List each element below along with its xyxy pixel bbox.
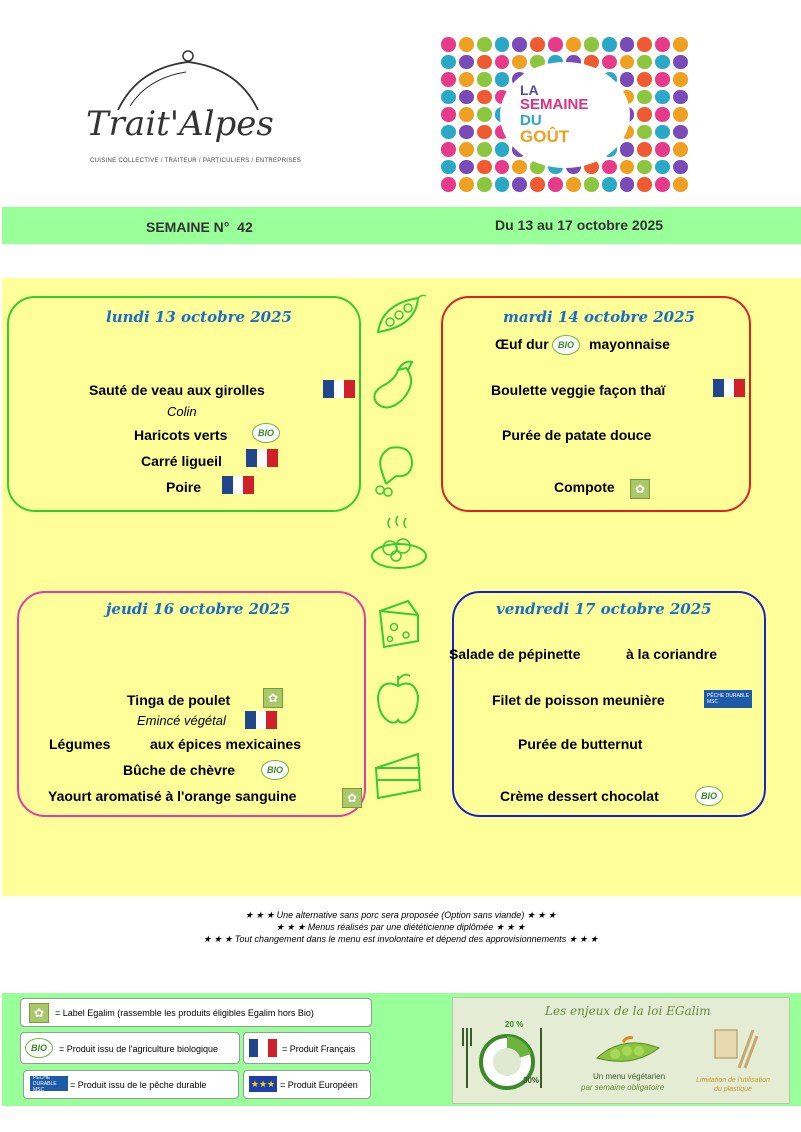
emoji-dot xyxy=(655,72,670,87)
emoji-dot xyxy=(441,177,456,192)
bio-label-icon: BIO xyxy=(695,786,723,806)
emoji-dot xyxy=(637,107,652,122)
emoji-dot xyxy=(637,72,652,87)
emoji-dot xyxy=(441,125,456,140)
emoji-dot xyxy=(477,107,492,122)
legend-bio xyxy=(20,1032,240,1064)
emoji-dot xyxy=(495,142,510,157)
emoji-dot xyxy=(477,160,492,175)
msc-label-icon: PÊCHE DURABLE MSC xyxy=(704,690,752,708)
thursday-dish-dessert: Yaourt aromatisé à l'orange sanguine xyxy=(48,788,297,804)
monday-alternative: Colin xyxy=(167,404,197,419)
emoji-dot xyxy=(495,160,510,175)
thursday-dish-side: Légumes xyxy=(49,736,111,752)
gout-line-3: DU xyxy=(520,112,542,129)
emoji-dot xyxy=(512,177,527,192)
emoji-dot xyxy=(673,160,688,175)
friday-dish-starter: Salade de pépinette xyxy=(449,646,581,662)
emoji-dot xyxy=(459,177,474,192)
emoji-dot xyxy=(512,160,527,175)
emoji-dot xyxy=(477,55,492,70)
emoji-dot xyxy=(566,177,581,192)
emoji-dot xyxy=(477,37,492,52)
emoji-dot xyxy=(441,90,456,105)
tuesday-dish-side: Purée de patate douce xyxy=(502,427,652,443)
semaine-du-gout-logo xyxy=(440,36,690,194)
emoji-dot xyxy=(655,125,670,140)
tuesday-dish-dessert: Compote xyxy=(554,479,615,495)
legend-egalim xyxy=(20,998,372,1027)
emoji-dot xyxy=(637,90,652,105)
thursday-dish-main: Tinga de poulet xyxy=(127,692,231,708)
emoji-dot xyxy=(495,177,510,192)
emoji-dot xyxy=(459,37,474,52)
tuesday-title: mardi 14 octobre 2025 xyxy=(503,308,695,326)
emoji-dot xyxy=(441,72,456,87)
emoji-dot xyxy=(459,107,474,122)
emoji-dot xyxy=(655,55,670,70)
emoji-dot xyxy=(655,142,670,157)
egalim-label-icon: ✿ xyxy=(263,688,283,708)
friday-dish-main: Filet de poisson meunière xyxy=(492,692,665,708)
emoji-dot xyxy=(655,90,670,105)
pasta-plate-icon xyxy=(368,514,430,572)
egalim-label-icon: ✿ xyxy=(342,788,362,808)
bio-label-icon: BIO xyxy=(25,1038,53,1058)
legend-fr xyxy=(243,1032,371,1064)
emoji-dot xyxy=(655,177,670,192)
thursday-dish-side-2: aux épices mexicaines xyxy=(150,736,301,752)
emoji-dot xyxy=(655,107,670,122)
monday-title: lundi 13 octobre 2025 xyxy=(106,308,292,326)
peapod-icon xyxy=(372,292,428,338)
legend-bio-text: = Produit issu de l'agriculture biologique xyxy=(59,1044,219,1054)
emoji-dot xyxy=(566,37,581,52)
eu-flag-icon: ★★★ xyxy=(249,1076,277,1092)
emoji-dot xyxy=(620,142,635,157)
legend-eu xyxy=(243,1070,371,1099)
legend-egalim-text: = Label Egalim (rassemble les produits éligibles Egalim hors Bio) xyxy=(55,1008,314,1018)
note-pork-alternative: ★ ★ ★ Une alternative sans porc sera proposée (Option sans viande) ★ ★ ★ xyxy=(244,910,557,920)
bio-label-icon: BIO xyxy=(552,335,580,355)
emoji-dot xyxy=(673,107,688,122)
flag-fr-icon xyxy=(249,1039,277,1057)
emoji-dot xyxy=(477,125,492,140)
legend-msc-text: = Produit issu de le pêche durable xyxy=(70,1080,207,1090)
legend-fr-text: = Produit Français xyxy=(282,1044,356,1054)
drumstick-icon xyxy=(368,440,418,498)
flag-fr-icon xyxy=(323,380,355,398)
egalim-panel-title: Les enjeux de la loi EGalim xyxy=(545,1004,711,1018)
thursday-title: jeudi 16 octobre 2025 xyxy=(106,600,291,618)
emoji-dot xyxy=(548,37,563,52)
emoji-dot xyxy=(673,55,688,70)
friday-dish-side: Purée de butternut xyxy=(518,736,643,752)
emoji-dot xyxy=(602,177,617,192)
emoji-dot xyxy=(459,125,474,140)
gout-line-1: LA xyxy=(520,82,539,98)
legend-eu-text: = Produit Européen xyxy=(280,1080,358,1090)
emoji-dot xyxy=(441,142,456,157)
emoji-dot xyxy=(459,160,474,175)
flag-fr-icon xyxy=(713,379,745,397)
apple-icon xyxy=(372,670,424,728)
emoji-dot xyxy=(459,90,474,105)
cheese-icon xyxy=(374,597,424,651)
monday-dish-side: Haricots verts xyxy=(134,427,228,443)
logo-title: Trait'Alpes xyxy=(86,104,274,144)
tuesday-dish-main: Boulette veggie façon thaï xyxy=(491,382,666,398)
note-dietitian: ★ ★ ★ Menus réalisés par une diététicienne diplômée ★ ★ ★ xyxy=(275,922,526,932)
emoji-dot xyxy=(495,72,510,87)
bio-label-icon: BIO xyxy=(261,760,289,780)
week-date-range: Du 13 au 17 octobre 2025 xyxy=(495,217,664,233)
emoji-dot xyxy=(441,107,456,122)
traitalpes-logo xyxy=(78,48,302,173)
emoji-dot xyxy=(512,37,527,52)
week-number: SEMAINE N° 42 xyxy=(146,219,253,235)
msc-label-icon: PÊCHE DURABLE MSC xyxy=(30,1076,68,1091)
tuesday-dish-starter: Œuf dur xyxy=(495,336,549,352)
emoji-dot xyxy=(637,142,652,157)
emoji-dot xyxy=(495,55,510,70)
egalim-label-icon: ✿ xyxy=(630,479,650,499)
peas-illustration-icon xyxy=(593,1034,663,1068)
emoji-dot xyxy=(673,90,688,105)
gout-line-4: GOÛT xyxy=(520,127,570,146)
emoji-dot xyxy=(637,160,652,175)
monday-dish-cheese: Carré ligueil xyxy=(141,453,222,469)
legend-msc xyxy=(23,1070,239,1099)
emoji-dot xyxy=(548,177,563,192)
emoji-dot xyxy=(620,72,635,87)
friday-title: vendredi 17 octobre 2025 xyxy=(496,600,712,618)
emoji-dot xyxy=(602,160,617,175)
emoji-dot xyxy=(637,125,652,140)
monday-dish-main: Sauté de veau aux girolles xyxy=(89,382,265,398)
emoji-dot xyxy=(673,142,688,157)
flag-fr-icon xyxy=(245,711,277,729)
emoji-dot xyxy=(637,55,652,70)
logo-subtitle: CUISINE COLLECTIVE / TRAITEUR / PARTICULIERS / ENTREPRISES xyxy=(90,158,302,164)
egalim-stat-20: 20 % xyxy=(505,1020,524,1029)
emoji-dot xyxy=(477,177,492,192)
emoji-dot xyxy=(477,142,492,157)
emoji-dot xyxy=(459,72,474,87)
emoji-dot xyxy=(637,177,652,192)
emoji-dot xyxy=(530,177,545,192)
egalim-panel xyxy=(452,997,790,1104)
emoji-dot xyxy=(620,160,635,175)
eggplant-icon xyxy=(368,356,420,412)
emoji-dot xyxy=(495,37,510,52)
emoji-dot xyxy=(584,37,599,52)
emoji-dot xyxy=(530,37,545,52)
monday-dish-dessert: Poire xyxy=(166,479,202,495)
emoji-dot xyxy=(512,55,527,70)
bio-label-icon: BIO xyxy=(252,423,280,443)
emoji-dot xyxy=(655,160,670,175)
emoji-dot xyxy=(602,37,617,52)
emoji-dot xyxy=(673,37,688,52)
emoji-dot xyxy=(620,37,635,52)
emoji-dot xyxy=(655,37,670,52)
emoji-dot xyxy=(459,142,474,157)
cake-slice-icon xyxy=(370,746,426,802)
friday-dish-starter-2: à la coriandre xyxy=(626,646,718,662)
egalim-label-icon: ✿ xyxy=(29,1003,49,1023)
emoji-dot xyxy=(602,55,617,70)
thursday-alternative: Emincé végétal xyxy=(137,713,226,728)
emoji-dot xyxy=(441,160,456,175)
week-band xyxy=(2,207,801,244)
emoji-dot xyxy=(459,55,474,70)
note-changes: ★ ★ ★ Tout changement dans le menu est involontaire et dépend des approvisionnements ★ ★ ★ xyxy=(203,934,598,944)
emoji-dot xyxy=(477,90,492,105)
emoji-dot xyxy=(620,177,635,192)
flag-fr-icon xyxy=(246,449,278,467)
egalim-stat-30: 30% xyxy=(523,1076,540,1085)
flag-fr-icon xyxy=(222,476,254,494)
tuesday-dish-starter-sauce: mayonnaise xyxy=(589,336,670,352)
egalim-caption-veg: Un menu végétarien xyxy=(593,1072,666,1081)
emoji-dot xyxy=(441,37,456,52)
emoji-dot xyxy=(584,177,599,192)
egalim-caption-plastic: Limitation de l'utilisation du plastique xyxy=(696,1077,770,1093)
emoji-dot xyxy=(673,125,688,140)
gout-line-2: SEMAINE xyxy=(520,96,589,113)
emoji-dot xyxy=(673,177,688,192)
thursday-dish-cheese: Bûche de chèvre xyxy=(123,762,236,778)
emoji-dot xyxy=(441,55,456,70)
friday-dish-dessert: Crème dessert chocolat xyxy=(500,788,659,804)
emoji-dot xyxy=(673,72,688,87)
emoji-dot xyxy=(620,55,635,70)
egalim-caption-veg-2: par semaine obligatoire xyxy=(581,1083,665,1092)
plate-chart-icon xyxy=(459,1018,549,1098)
emoji-dot xyxy=(477,72,492,87)
cutlery-illustration-icon xyxy=(709,1024,759,1070)
emoji-dot xyxy=(637,37,652,52)
